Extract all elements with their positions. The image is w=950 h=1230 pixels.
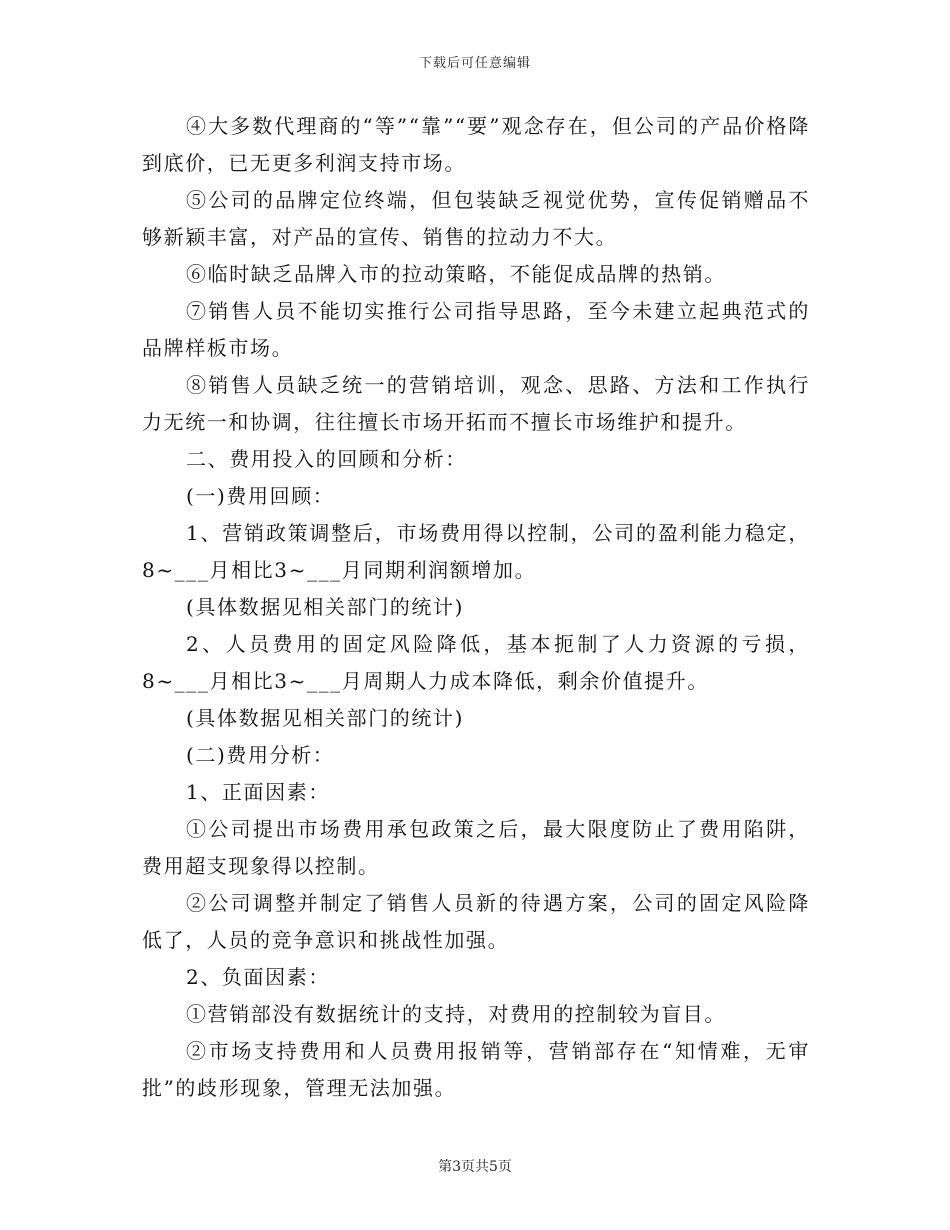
paragraph-item-6: ⑥临时缺乏品牌入市的拉动策略，不能促成品牌的热销。 xyxy=(186,262,726,286)
paragraph-positive-1: ①公司提出市场费用承包政策之后，最大限度防止了费用陷阱，费用超支现象得以控制。 xyxy=(142,817,810,878)
paragraph-negative-2: ②市场支持费用和人员费用报销等，营销部存在“知情难，无审批”的歧形现象，管理无法加强。 xyxy=(142,1039,810,1100)
paragraph-positive-2: ②公司调整并制定了销售人员新的待遇方案，公司的固定风险降低了，人员的竞争意识和挑战性加强。 xyxy=(142,891,810,952)
subsection-heading-cost-review: (一)费用回顾： xyxy=(186,484,335,508)
section-heading-2: 二、费用投入的回顾和分析： xyxy=(186,447,467,471)
paragraph-item-5: ⑤公司的品牌定位终端，但包装缺乏视觉优势，宣传促销赠品不够新颖丰富，对产品的宣传、销售的拉动力不大。 xyxy=(142,188,810,249)
subsection-heading-cost-analysis: (二)费用分析： xyxy=(186,743,335,767)
paragraph-item-8: ⑧销售人员缺乏统一的营销培训，观念、思路、方法和工作执行力无统一和协调，往往擅长市场开拓而不擅长市场维护和提升。 xyxy=(142,373,810,434)
page-header: 下载后可任意编辑 xyxy=(418,56,531,71)
paragraph-item-4: ④大多数代理商的“等”“靠”“要”观念存在，但公司的产品价格降到底价，已无更多利润支持市场。 xyxy=(142,114,810,175)
paragraph-negative-1: ①营销部没有数据统计的支持，对费用的控制较为盲目。 xyxy=(186,1002,726,1026)
paragraph-data-note-1: (具体数据见相关部门的统计) xyxy=(186,595,465,619)
paragraph-item-7: ⑦销售人员不能切实推行公司指导思路，至今未建立起典范式的品牌样板市场。 xyxy=(142,299,810,360)
paragraph-data-note-2: (具体数据见相关部门的统计) xyxy=(186,706,465,730)
paragraph-cost-review-1: 1、营销政策调整后，市场费用得以控制，公司的盈利能力稳定，8~___月相比3~___月同期利润额增加。 xyxy=(142,521,810,582)
heading-negative-factors: 2、负面因素： xyxy=(186,965,330,989)
heading-positive-factors: 1、正面因素： xyxy=(186,780,330,804)
paragraph-cost-review-2: 2、人员费用的固定风险降低，基本扼制了人力资源的亏损，8~___月相比3~___月周期人力成本降低，剩余价值提升。 xyxy=(142,632,810,693)
document-body xyxy=(142,108,810,1107)
page-footer: 第3页共5页 xyxy=(438,1159,512,1175)
